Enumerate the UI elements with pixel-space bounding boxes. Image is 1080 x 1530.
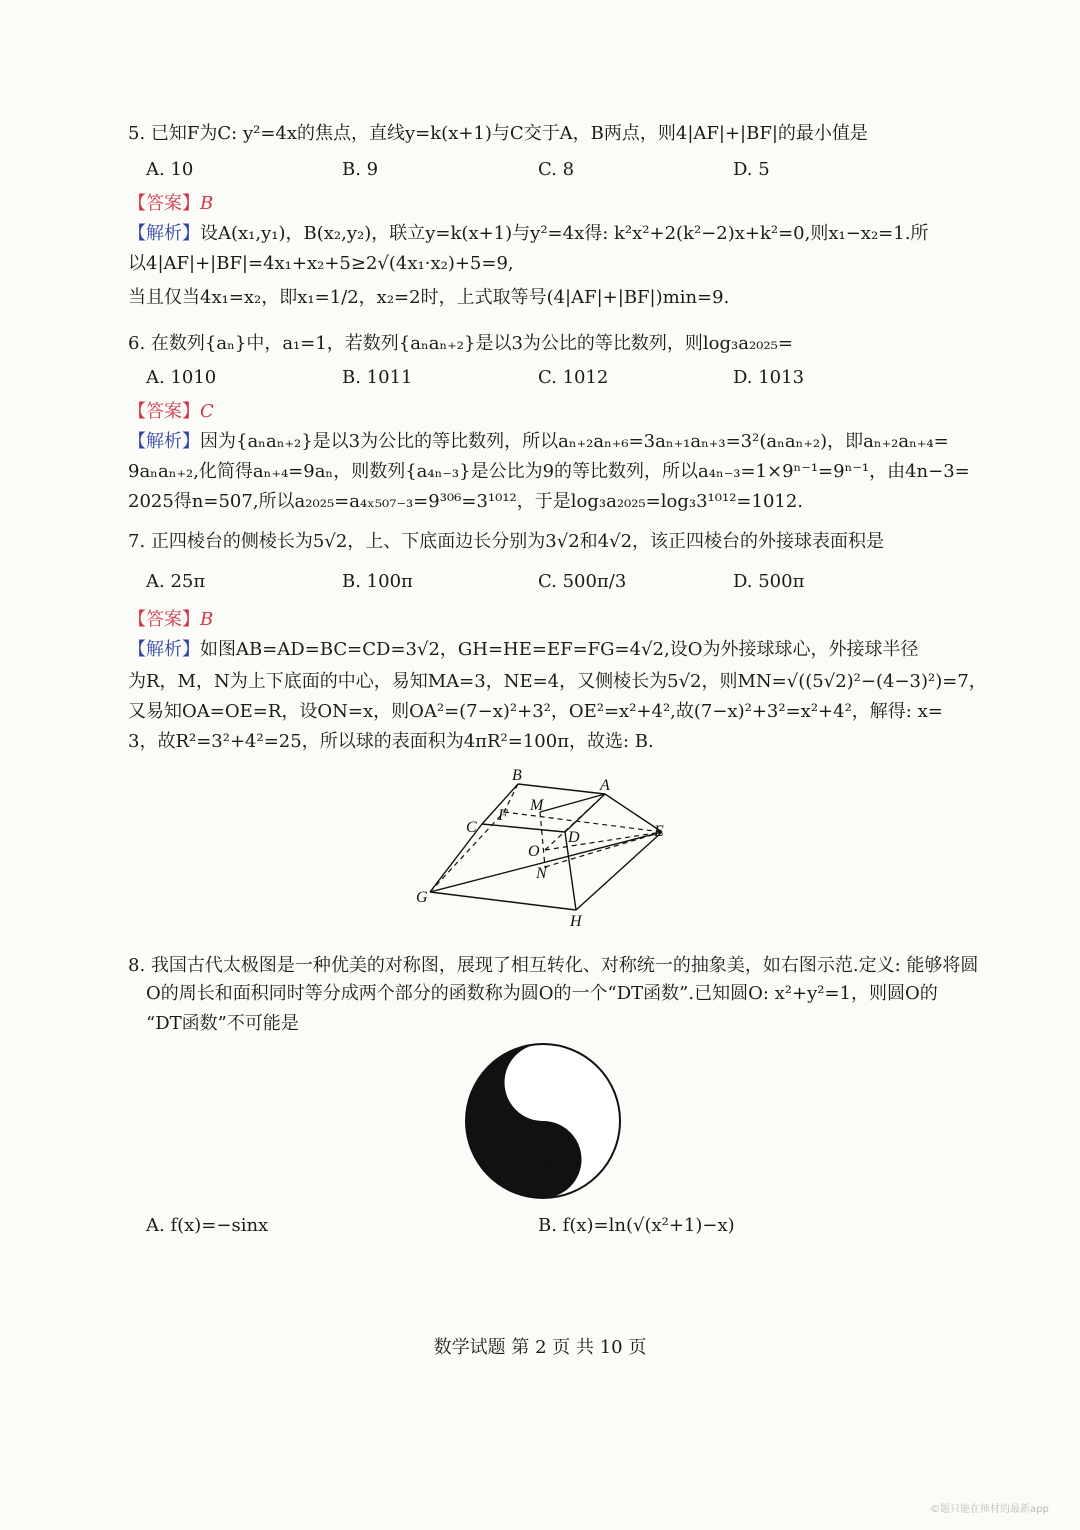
q7-answer bbox=[128, 608, 213, 632]
q8-stem-line-3: “DT函数”不可能是 bbox=[146, 1013, 299, 1034]
q8-option-a: A. f(x)=−sinx bbox=[146, 1215, 269, 1236]
q8-stem-line-1: 8. 我国古代太极图是一种优美的对称图，展现了相互转化、对称统一的抽象美，如右图示范.定义: 能够将圆 bbox=[128, 955, 979, 976]
q7-option-b: B. 100π bbox=[342, 571, 413, 592]
frustum-figure bbox=[400, 762, 690, 932]
q7-analysis-line-4: 3，故R²=3²+4²=25，所以球的表面积为4πR²=100π，故选: B. bbox=[128, 731, 654, 752]
q5-option-d: D. 5 bbox=[733, 159, 770, 180]
q7-option-c: C. 500π/3 bbox=[538, 571, 627, 592]
analysis-text: 因为{aₙaₙ₊₂}是以3为公比的等比数列，所以aₙ₊₂aₙ₊₆=3aₙ₊₁aₙ₊₃=3²(aₙaₙ₊₂)，即aₙ₊₂aₙ₊₄= bbox=[200, 431, 949, 452]
q7-analysis-line-2: 为R，M，N为上下底面的中心，易知MA=3，NE=4，又侧棱长为5√2，则MN=√((5√2)²−(4−3)²)=7， bbox=[128, 671, 987, 692]
q7-option-a: A. 25π bbox=[146, 571, 206, 592]
q7-option-d: D. 500π bbox=[733, 571, 805, 592]
label-b: B bbox=[512, 767, 522, 784]
label-m: M bbox=[530, 797, 544, 814]
answer-tag: 【答案】 bbox=[128, 193, 200, 214]
label-c: C bbox=[466, 819, 477, 836]
label-e: E bbox=[654, 823, 664, 840]
q5-option-a: A. 10 bbox=[146, 159, 194, 180]
q6-answer bbox=[128, 400, 214, 424]
q7-analysis-line-3: 又易知OA=OE=R，设ON=x，则OA²=(7−x)²+3²，OE²=x²+4²,故(7−x)²+3²=x²+4²，解得: x= bbox=[128, 701, 943, 722]
answer-letter: C bbox=[200, 401, 214, 422]
answer-letter: B bbox=[200, 609, 214, 630]
label-n: N bbox=[536, 865, 547, 882]
q6-option-b: B. 1011 bbox=[342, 367, 413, 388]
edge-ge bbox=[430, 832, 662, 892]
q5-analysis-line-3: 当且仅当4x₁=x₂，即x₁=1/2，x₂=2时，上式取等号(4|AF|+|BF|)min=9. bbox=[128, 287, 730, 308]
q8-stem-line-2: O的周长和面积同时等分成两个部分的函数称为圆O的一个“DT函数”.已知圆O: x²+y²=1，则圆O的 bbox=[146, 983, 938, 1004]
q6-analysis-line-2: 9aₙaₙ₊₂,化简得aₙ₊₄=9aₙ，则数列{a₄ₙ₋₃}是公比为9的等比数列，所以a₄ₙ₋₃=1×9ⁿ⁻¹=9ⁿ⁻¹，由4n−3= bbox=[128, 461, 970, 482]
page-footer: 数学试题 第 2 页 共 10 页 bbox=[433, 1337, 647, 1358]
label-o: O bbox=[528, 843, 540, 860]
q6-stem: 6. 在数列{aₙ}中，a₁=1，若数列{aₙaₙ₊₂}是以3为公比的等比数列，则log₃a₂₀₂₅= bbox=[128, 333, 793, 354]
q6-option-d: D. 1013 bbox=[733, 367, 805, 388]
q5-analysis-line-2: 以4|AF|+|BF|=4x₁+x₂+5≥2√(4x₁·x₂)+5=9, bbox=[128, 253, 514, 274]
q6-analysis-line-3: 2025得n=507,所以a₂₀₂₅=a₄ₓ₅₀₇₋₃=9³⁰⁶=3¹⁰¹²，于是log₃a₂₀₂₅=log₃3¹⁰¹²=1012. bbox=[128, 491, 804, 512]
q7-analysis-line-1 bbox=[128, 638, 919, 662]
label-g: G bbox=[416, 889, 428, 906]
label-a: A bbox=[600, 777, 610, 794]
answer-tag: 【答案】 bbox=[128, 401, 200, 422]
segment-mn bbox=[540, 812, 545, 867]
label-h: H bbox=[570, 913, 582, 930]
label-f: F bbox=[498, 807, 508, 824]
q6-analysis-line-1 bbox=[128, 430, 949, 454]
analysis-tag: 【解析】 bbox=[128, 223, 200, 244]
edge-dc bbox=[482, 824, 565, 832]
analysis-text: 如图AB=AD=BC=CD=3√2，GH=HE=EF=FG=4√2,设O为外接球球心，外接球半径 bbox=[200, 639, 919, 660]
q5-stem: 5. 已知F为C: y²=4x的焦点，直线y=k(x+1)与C交于A，B两点，则4|AF|+|BF|的最小值是 bbox=[128, 123, 868, 144]
q8-option-b: B. f(x)=ln(√(x²+1)−x) bbox=[538, 1215, 735, 1236]
q7-stem: 7. 正四棱台的侧棱长为5√2，上、下底面边长分别为3√2和4√2，该正四棱台的外接球表面积是 bbox=[128, 531, 885, 552]
taiji-icon bbox=[464, 1042, 622, 1200]
label-d: D bbox=[568, 829, 580, 846]
q5-answer bbox=[128, 192, 213, 216]
analysis-text: 设A(x₁,y₁)，B(x₂,y₂)，联立y=k(x+1)与y²=4x得: k²x²+2(k²−2)x+k²=0,则x₁−x₂=1.所 bbox=[200, 223, 929, 244]
q6-option-c: C. 1012 bbox=[538, 367, 609, 388]
analysis-tag: 【解析】 bbox=[128, 639, 200, 660]
segment-ne bbox=[545, 832, 662, 867]
q5-analysis-line-1 bbox=[128, 222, 928, 246]
edge-ba bbox=[518, 784, 605, 794]
answer-tag: 【答案】 bbox=[128, 609, 200, 630]
q5-option-c: C. 8 bbox=[538, 159, 575, 180]
answer-letter: B bbox=[200, 193, 214, 214]
watermark: ©题只能在师材的最新app bbox=[930, 1504, 1049, 1515]
edge-gh bbox=[430, 892, 576, 910]
analysis-tag: 【解析】 bbox=[128, 431, 200, 452]
q6-option-a: A. 1010 bbox=[146, 367, 217, 388]
q5-option-b: B. 9 bbox=[342, 159, 379, 180]
